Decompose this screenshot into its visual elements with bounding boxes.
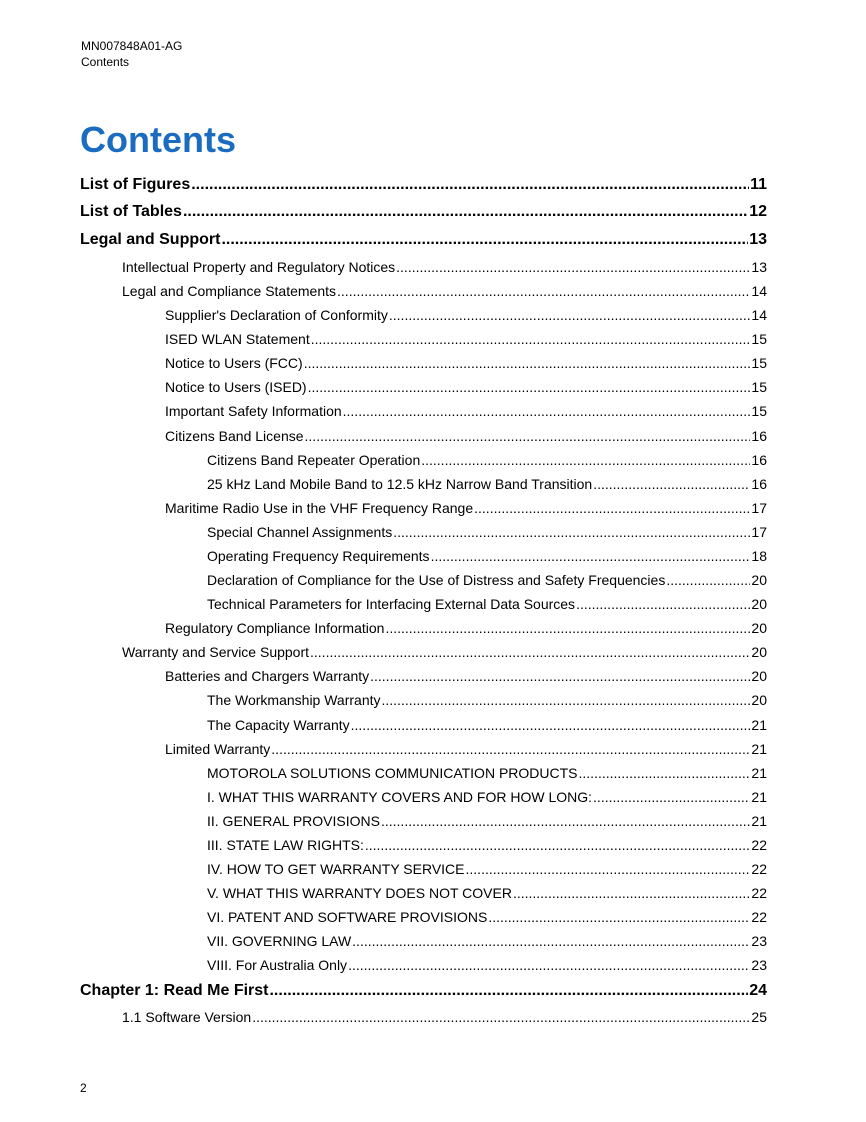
toc-entry-page-number: 22 bbox=[751, 885, 767, 901]
toc-entry[interactable] bbox=[207, 909, 767, 925]
toc-entry[interactable] bbox=[122, 259, 767, 275]
toc-entry-label: Legal and Support bbox=[80, 231, 221, 248]
toc-entry-page-number: 23 bbox=[751, 933, 767, 949]
toc-entry-label: III. STATE LAW RIGHTS: bbox=[207, 837, 364, 853]
toc-entry[interactable] bbox=[122, 283, 767, 299]
toc-entry-page-number: 17 bbox=[751, 500, 767, 516]
toc-entry-label: Important Safety Information bbox=[165, 403, 342, 419]
toc-entry-page-number: 20 bbox=[751, 620, 767, 636]
toc-entry-page-number: 14 bbox=[751, 307, 767, 323]
toc-entry[interactable] bbox=[207, 548, 767, 564]
toc-dot-leader bbox=[385, 620, 750, 636]
toc-entry-label: VIII. For Australia Only bbox=[207, 957, 348, 973]
toc-entry-page-number: 13 bbox=[751, 259, 767, 275]
toc-dot-leader bbox=[579, 765, 751, 781]
toc-dot-leader bbox=[191, 176, 749, 194]
page-number: 2 bbox=[80, 1081, 87, 1095]
toc-entry[interactable] bbox=[207, 572, 767, 588]
toc-entry-page-number: 25 bbox=[751, 1009, 767, 1025]
toc-entry-label: Operating Frequency Requirements bbox=[207, 548, 430, 564]
toc-entry[interactable] bbox=[207, 452, 767, 468]
toc-entry-page-number: 22 bbox=[751, 909, 767, 925]
toc-entry-page-number: 20 bbox=[751, 668, 767, 684]
toc-entry[interactable] bbox=[207, 692, 767, 708]
toc-dot-leader bbox=[348, 957, 750, 973]
toc-entry-label: Special Channel Assignments bbox=[207, 524, 393, 540]
toc-dot-leader bbox=[666, 572, 750, 588]
toc-dot-leader bbox=[382, 692, 751, 708]
toc-entry[interactable] bbox=[207, 861, 767, 877]
toc-entry[interactable] bbox=[165, 668, 767, 684]
toc-entry-page-number: 15 bbox=[751, 379, 767, 395]
toc-dot-leader bbox=[576, 596, 750, 612]
toc-dot-leader bbox=[396, 259, 750, 275]
toc-entry[interactable] bbox=[207, 717, 767, 733]
toc-entry-page-number: 12 bbox=[749, 203, 767, 220]
toc-entry-page-number: 17 bbox=[751, 524, 767, 540]
toc-entry-page-number: 13 bbox=[749, 231, 767, 248]
toc-entry[interactable] bbox=[165, 620, 767, 636]
toc-entry-page-number: 20 bbox=[751, 644, 767, 660]
toc-entry-label: VII. GOVERNING LAW bbox=[207, 933, 352, 949]
toc-entry-label: Chapter 1: Read Me First bbox=[80, 982, 269, 999]
running-header bbox=[81, 38, 182, 70]
toc-entry-page-number: 16 bbox=[751, 476, 767, 492]
toc-entry-label: List of Figures bbox=[80, 176, 191, 193]
toc-dot-leader bbox=[593, 476, 750, 492]
toc-entry[interactable] bbox=[80, 231, 767, 249]
toc-entry-page-number: 14 bbox=[751, 283, 767, 299]
toc-dot-leader bbox=[365, 837, 751, 853]
toc-entry[interactable] bbox=[165, 355, 767, 371]
toc-dot-leader bbox=[393, 524, 750, 540]
toc-entry-page-number: 16 bbox=[751, 452, 767, 468]
toc-entry-label: Regulatory Compliance Information bbox=[165, 620, 385, 636]
toc-entry[interactable] bbox=[165, 307, 767, 323]
toc-entry-label: VI. PATENT AND SOFTWARE PROVISIONS bbox=[207, 909, 488, 925]
toc-entry-label: 25 kHz Land Mobile Band to 12.5 kHz Narrow Band Transition bbox=[207, 476, 593, 492]
toc-entry-page-number: 15 bbox=[751, 331, 767, 347]
toc-entry-label: Legal and Compliance Statements bbox=[122, 283, 337, 299]
document-number: MN007848A01-AG bbox=[81, 39, 183, 53]
toc-dot-leader bbox=[488, 909, 750, 925]
toc-dot-leader bbox=[431, 548, 751, 564]
toc-entry-label: Notice to Users (FCC) bbox=[165, 355, 303, 371]
toc-entry-label: Intellectual Property and Regulatory Notices bbox=[122, 259, 396, 275]
toc-entry-page-number: 16 bbox=[751, 428, 767, 444]
toc-entry[interactable] bbox=[207, 789, 767, 805]
toc-dot-leader bbox=[269, 982, 748, 1000]
toc-entry[interactable] bbox=[207, 765, 767, 781]
toc-entry-label: List of Tables bbox=[80, 203, 182, 220]
header-section-name: Contents bbox=[81, 55, 130, 69]
toc-entry-page-number: 22 bbox=[751, 861, 767, 877]
toc-entry-page-number: 15 bbox=[751, 403, 767, 419]
toc-entry-label: Citizens Band Repeater Operation bbox=[207, 452, 421, 468]
toc-entry[interactable] bbox=[207, 476, 767, 492]
toc-dot-leader bbox=[343, 403, 751, 419]
toc-entry[interactable] bbox=[207, 957, 767, 973]
toc-dot-leader bbox=[311, 331, 751, 347]
toc-entry-page-number: 21 bbox=[751, 717, 767, 733]
toc-dot-leader bbox=[593, 789, 750, 805]
toc-dot-leader bbox=[252, 1009, 750, 1025]
toc-entry[interactable] bbox=[207, 837, 767, 853]
toc-entry-page-number: 23 bbox=[751, 957, 767, 973]
toc-entry-label: Supplier's Declaration of Conformity bbox=[165, 307, 388, 323]
toc-dot-leader bbox=[513, 885, 750, 901]
toc-dot-leader bbox=[310, 644, 750, 660]
toc-entry-page-number: 15 bbox=[751, 355, 767, 371]
toc-entry-label: Warranty and Service Support bbox=[122, 644, 310, 660]
toc-entry[interactable] bbox=[165, 741, 767, 757]
toc-entry[interactable] bbox=[165, 500, 767, 516]
toc-entry-page-number: 21 bbox=[751, 765, 767, 781]
toc-entry[interactable] bbox=[165, 428, 767, 444]
toc-entry[interactable] bbox=[207, 885, 767, 901]
toc-entry-label: The Workmanship Warranty bbox=[207, 692, 381, 708]
toc-dot-leader bbox=[221, 231, 748, 249]
toc-entry-page-number: 20 bbox=[751, 596, 767, 612]
toc-entry-label: II. GENERAL PROVISIONS bbox=[207, 813, 380, 829]
toc-entry[interactable] bbox=[207, 596, 767, 612]
toc-entry[interactable] bbox=[122, 1009, 767, 1025]
toc-dot-leader bbox=[421, 452, 750, 468]
toc-dot-leader bbox=[183, 203, 748, 221]
toc-entry-label: V. WHAT THIS WARRANTY DOES NOT COVER bbox=[207, 885, 512, 901]
toc-entry-label: I. WHAT THIS WARRANTY COVERS AND FOR HOW LONG: bbox=[207, 789, 593, 805]
toc-entry-page-number: 20 bbox=[751, 572, 767, 588]
toc-entry-label: Notice to Users (ISED) bbox=[165, 379, 307, 395]
toc-entry-label: IV. HOW TO GET WARRANTY SERVICE bbox=[207, 861, 465, 877]
toc-dot-leader bbox=[308, 379, 751, 395]
toc-entry-page-number: 11 bbox=[750, 176, 767, 193]
toc-entry-label: 1.1 Software Version bbox=[122, 1009, 252, 1025]
toc-entry-label: Maritime Radio Use in the VHF Frequency Range bbox=[165, 500, 474, 516]
toc-entry-page-number: 18 bbox=[751, 548, 767, 564]
toc-entry[interactable] bbox=[80, 176, 767, 194]
toc-dot-leader bbox=[337, 283, 750, 299]
toc-entry[interactable] bbox=[165, 331, 767, 347]
toc-entry-page-number: 21 bbox=[751, 813, 767, 829]
toc-entry-page-number: 21 bbox=[751, 789, 767, 805]
toc-entry-label: Citizens Band License bbox=[165, 428, 304, 444]
toc-entry-label: ISED WLAN Statement bbox=[165, 331, 310, 347]
toc-dot-leader bbox=[370, 668, 750, 684]
toc-entry[interactable] bbox=[207, 933, 767, 949]
toc-entry-page-number: 21 bbox=[751, 741, 767, 757]
toc-entry[interactable] bbox=[165, 403, 767, 419]
toc-dot-leader bbox=[389, 307, 751, 323]
toc-dot-leader bbox=[466, 861, 751, 877]
toc-entry[interactable] bbox=[207, 524, 767, 540]
toc-entry-label: Declaration of Compliance for the Use of Distress and Safety Frequencies bbox=[207, 572, 666, 588]
toc-entry-page-number: 22 bbox=[751, 837, 767, 853]
toc-dot-leader bbox=[474, 500, 750, 516]
toc-entry-label: Limited Warranty bbox=[165, 741, 271, 757]
toc-entry-label: The Capacity Warranty bbox=[207, 717, 350, 733]
toc-entry-page-number: 20 bbox=[751, 692, 767, 708]
toc-entry[interactable] bbox=[80, 982, 767, 1000]
toc-entry[interactable] bbox=[165, 379, 767, 395]
toc-dot-leader bbox=[351, 717, 751, 733]
toc-entry[interactable] bbox=[122, 644, 767, 660]
toc-dot-leader bbox=[381, 813, 750, 829]
toc-dot-leader bbox=[305, 428, 751, 444]
toc-entry-label: Batteries and Chargers Warranty bbox=[165, 668, 370, 684]
toc-entry[interactable] bbox=[207, 813, 767, 829]
toc-entry-page-number: 24 bbox=[749, 982, 767, 999]
toc-dot-leader bbox=[271, 741, 750, 757]
toc-dot-leader bbox=[304, 355, 751, 371]
page-title: Contents bbox=[80, 119, 236, 160]
toc-entry[interactable] bbox=[80, 203, 767, 221]
toc-entry-label: Technical Parameters for Interfacing External Data Sources bbox=[207, 596, 576, 612]
toc-entry-label: MOTOROLA SOLUTIONS COMMUNICATION PRODUCTS bbox=[207, 765, 578, 781]
toc-dot-leader bbox=[352, 933, 750, 949]
